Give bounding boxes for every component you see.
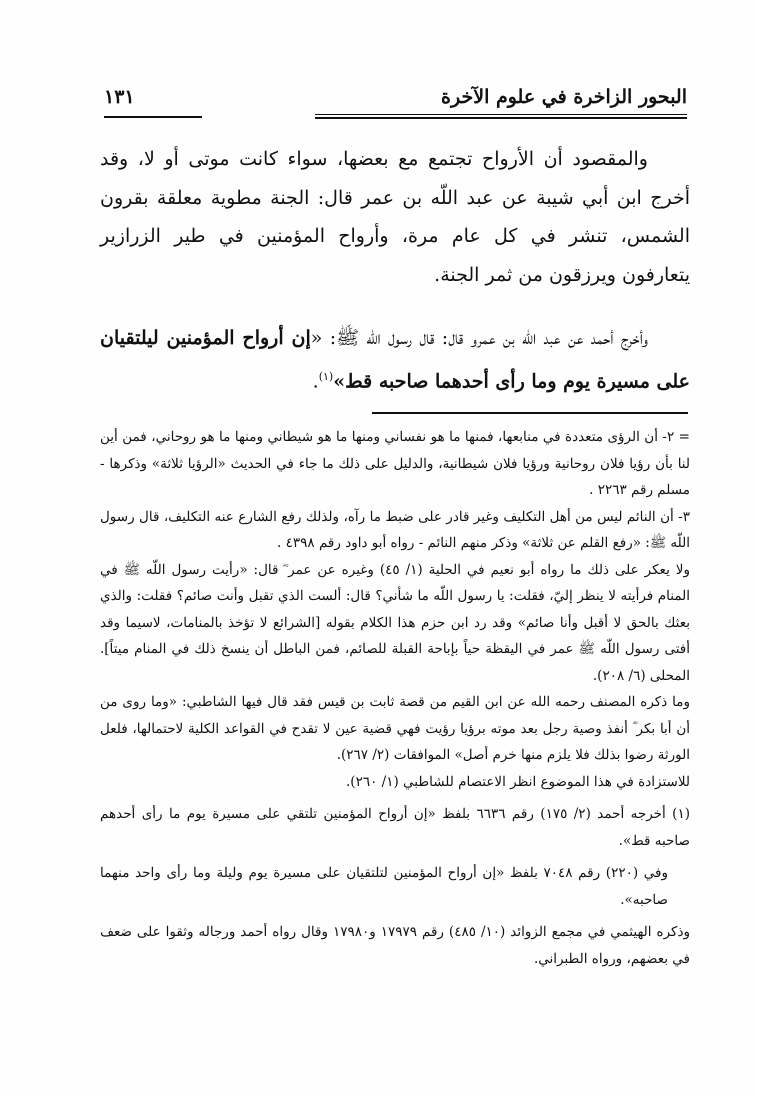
quote-close: »: [333, 369, 346, 392]
footnotes: [100, 424, 690, 972]
page-number: ١٣١: [104, 86, 135, 108]
page-number-rule: [104, 116, 202, 118]
header-rule: [315, 114, 687, 115]
footnote-text: = ٢- أن الرؤى متعددة في منابعها، فمنها ما هو نفساني ومنها ما هو شيطاني ومنها ما هو روحاني، فمن أين لنا بأن رؤيا فلان روحانية ورؤيا فلان شيطانية، والدليل على ذلك ما جاء في الحديث «الرؤيا ثلاثة» وذكرها - مسلم رقم ٢٢٦٣ .: [100, 429, 690, 498]
main-text: [100, 140, 690, 400]
footnote-marker: (١): [318, 369, 334, 383]
footnote-text: وفي (٢٢٠) رقم ٧٠٤٨ بلفظ «إن أرواح المؤمنين لتلتقيان على مسيرة يوم وليلة وما رأى واحد منهما صاحبه».: [100, 865, 668, 908]
footnote-separator: [372, 412, 688, 414]
running-header: [104, 86, 687, 122]
hadith-intro: وأخرج أحمد عن عبد اللّه بن عمرو قال: قال رسول اللّه ﷺ: «: [310, 327, 648, 349]
footnote-text: ولا يعكر على ذلك ما رواه أبو نعيم في الحلية (١/ ٤٥) وغيره عن عمر ؓ قال: «رأيت رسول اللّه ﷺ في المنام فرأيته لا ينظر إليّ، فقلت: يا رسول اللّه ما شأني؟ قال: ألست الذي تقبل وأنت صائم؟ فقلت: والذي بعثك بالحق لا أقبل وأنا صائم» وقد رد ابن حزم هذا الكلام بقوله [الشرائع لا تؤخذ بالمنامات، لاسيما وقد أفتى رسول اللّه ﷺ عمر في اليقظة حياً بإباحة القبلة للصائم، فمن الباطل أن ينسخ ذلك في المنام ميتاً]. المحلى (٦/ ٢٠٨).: [100, 561, 690, 684]
sentence-end: .: [312, 369, 319, 392]
footnote-text: للاستزادة في هذا الموضوع انظر الاعتصام للشاطبي (١/ ٢٦٠).: [346, 773, 690, 790]
hadith-paragraph: [100, 319, 690, 400]
footnote-text: ٣- أن النائم ليس من أهل التكليف وغير قادر على ضبط ما رآه، ولذلك رفع الشارع عنه التكليف، قال رسول اللّه ﷺ: «رفع القلم عن ثلاثة» وذكر منهم النائم - رواه أبو داود رقم ٤٣٩٨ .: [100, 508, 690, 551]
hadith-quote: إن أرواح المؤمنين ليلتقيان على مسيرة يوم وما رأى أحدهما صاحبه قط: [100, 327, 690, 392]
header-rule-thick: [315, 117, 687, 119]
footnote-1: (١) أخرجه أحمد (٢/ ١٧٥) رقم ٦٦٣٦ بلفظ «إن أرواح المؤمنين تلتقي على مسيرة يوم ما رأى أحدهم صاحبه قط».: [100, 806, 690, 849]
footnote-text: وما ذكره المصنف رحمه الله عن ابن القيم من قصة ثابت بن قيس فقد قال فيها الشاطبي: «وما روى من أن أبا بكر ؓ أنفذ وصية رجل بعد موته برؤيا رؤيت فهي قضية عين لا تقدح في القواعد الكلية لاحتمالها، فلعل الورثة رضوا بذلك فلا يلزم منها خرم أصل» الموافقات (٢/ ٢٦٧).: [100, 694, 690, 763]
paragraph: والمقصود أن الأرواح تجتمع مع بعضها، سواء كانت موتى أو لا، وقد أخرج ابن أبي شيبة عن عبد اللّه بن عمر قال: الجنة مطوية معلقة بقرون الشمس، تنشر في كل عام مرة، وأرواح المؤمنين في طير الزرازير يتعارفون ويرزقون من ثمر الجنة.: [100, 148, 690, 286]
footnote-text: وذكره الهيثمي في مجمع الزوائد (١٠/ ٤٨٥) رقم ١٧٩٧٩ و١٧٩٨٠ وقال رواه أحمد ورجاله وثقوا على ضعف في بعضهم، ورواه الطبراني.: [100, 924, 690, 967]
book-title: البحور الزاخرة في علوم الآخرة: [441, 86, 687, 108]
